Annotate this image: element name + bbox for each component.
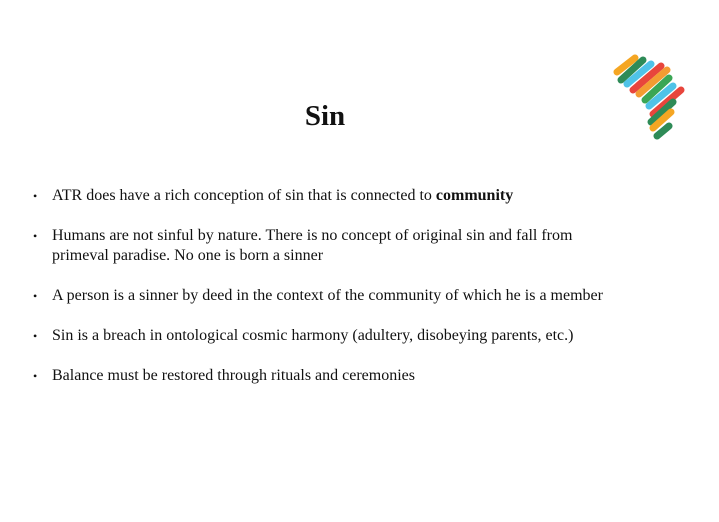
bullet-dot-icon: • [33,329,38,343]
bullet-item [30,186,620,206]
bullet-text: Balance must be restored through rituals and ceremonies [52,367,415,384]
bullet-text: Humans are not sinful by nature. There is no concept of original sin and fall from primeval paradise. No one is born a sinner [52,227,573,264]
slide-title: Sin [304,100,346,132]
bullet-text: A person is a sinner by deed in the context of the community of which he is a member [52,287,603,304]
bullet-text: ATR does have a rich conception of sin that is connected to [52,187,436,204]
africa-stripes-logo-icon [605,46,695,146]
bullet-dot-icon: • [33,189,38,203]
bullet-dot-icon: • [33,289,38,303]
bullet-item [30,226,620,266]
bullet-bold-text: community [435,187,514,204]
bullet-item [30,366,620,386]
bullet-item [30,286,620,306]
bullet-text: Sin is a breach in ontological cosmic harmony (adultery, disobeying parents, etc.) [52,327,574,344]
bullet-dot-icon: • [33,369,38,383]
bullet-dot-icon: • [33,229,38,243]
bullet-list [30,186,620,406]
bullet-item [30,326,620,346]
